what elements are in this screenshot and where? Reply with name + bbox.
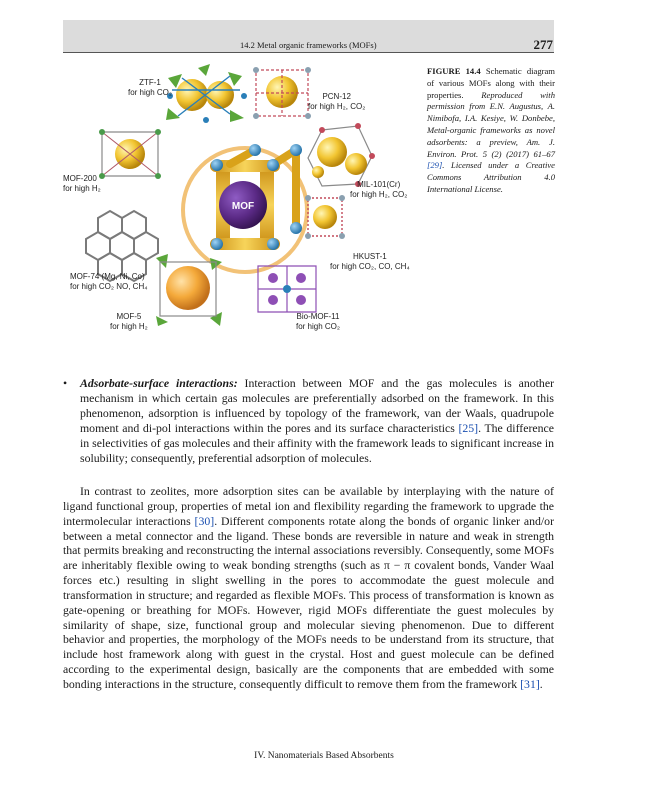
label-mil101: MIL-101(Cr) for high H₂, CO₂ xyxy=(350,180,408,199)
bullet-ref-link[interactable]: [25] xyxy=(458,420,479,435)
caption-head: FIGURE 14.4 xyxy=(427,66,481,76)
label-mof5: MOF-5 for high H₂ xyxy=(110,312,148,331)
paragraph-ref-link-30[interactable]: [30] xyxy=(194,513,215,528)
bullet-text-part2: . The difference in selectivities of gas molecules and their affinity with the framework leads to significant increase in solubility; consequently, preferential adsorption of molecules. xyxy=(80,420,554,465)
caption-ref-link[interactable]: [29] xyxy=(427,160,443,171)
label-zif1: ZTF-1 for high CO₂ xyxy=(128,78,173,97)
central-mof-ring xyxy=(183,144,307,272)
paragraph-text-part3: . xyxy=(539,676,543,691)
hkust1-structure xyxy=(305,195,345,239)
mof-center-label: MOF xyxy=(231,201,255,212)
bullet-text xyxy=(80,376,554,465)
bullet-text-part1: Interaction between MOF and the gas molecules is another mechanism in which certain gas molecules are preferentially adsorbed on the framework. In this phenomenon, adsorption is influenced by topology of the framework, van der Waals, quadrupole moment and di-pol interactions within the pores and its surface characteristics xyxy=(80,376,554,435)
label-mof200: MOF-200 for high H₂ xyxy=(63,174,101,193)
bullet-dot-icon: • xyxy=(63,376,68,390)
paragraph-text-part2: . Different components rotate along the bonds of organic linker and/or between a metal connector and the ligand. These bonds are reversible in nature and weak in strength that permits breaking and reconstructing the internal associations reversibly. Consequently, some MOFs are inheritably flexible owing to weak bonding strengths (such as π − π covalent bonds, Vander Waal forces etc.) resulting in slight swelling in the pores to accommodate the guest molecule and transformation in structure; and regarded as flexible MOFs. This process of transformation is known as gate-opening or breathing for MOFs. However, rigid MOFs differentiate the guest molecules by similarity of shape, size, functional group and molecular sieving phenomenon. Due to different behavior and properties, the morphology of the MOFs needs to be understand from its structure, that include host framework along with guest in the crystal. Host and guest molecule can be defined according to the experimental design, basically are the components that are embedded with some bonding interactions in the structure, consequently difficult to remove them from the framework xyxy=(63,513,554,691)
pcn12-structure xyxy=(253,67,311,119)
mof74-structure xyxy=(86,211,158,281)
bullet-term: Adsorbate-surface interactions: xyxy=(80,376,238,390)
paragraph-ref-link-31[interactable]: [31] xyxy=(520,676,540,691)
mof-figure xyxy=(60,60,420,365)
caption-license: . Licensed under a Creative Commons Attribution 4.0 International License. xyxy=(427,160,555,194)
label-pcn12: PCN-12 for high H₂, CO₂ xyxy=(308,92,366,111)
figure-caption xyxy=(427,66,555,196)
mof5-structure xyxy=(156,254,222,326)
body-paragraph xyxy=(63,484,554,692)
page-footer: IV. Nanomaterials Based Absorbents xyxy=(254,751,394,761)
mof200-structure xyxy=(99,129,161,179)
page-number: 277 xyxy=(533,37,553,52)
biomof11-structure xyxy=(258,266,316,312)
caption-text: Schematic diagram of various MOFs along with their properties. xyxy=(427,66,555,100)
zif1-structure xyxy=(166,64,247,123)
header-rule xyxy=(63,52,554,53)
label-mof74: MOF-74 (Mg, Ni, Co) for high CO₂ NO, CH₄ xyxy=(70,272,148,291)
label-biomof11: Bio-MOF-11 for high CO₂ xyxy=(296,312,341,331)
bullet-item xyxy=(63,376,554,465)
caption-source: Reproduced with permission from E.N. Augustus, A. Nimibofa, I.A. Kesiye, W. Donbebe, Metal-organic frameworks as novel adsorbents: a preview, Am. J. Environ. Prot. 5 (2) (2017) 61–67 xyxy=(427,89,555,159)
label-hkust1: HKUST-1 for high CO₂, CO, CH₄ xyxy=(330,252,410,271)
paragraph-text-part1: In contrast to zeolites, more adsorption sites can be available by interplaying with the nature of ligand functional group, properties of metal ion and flexibility regarding the framework to upgrade the intermolecular interactions xyxy=(63,484,554,528)
mil101-structure xyxy=(308,123,375,187)
running-head: 14.2 Metal organic frameworks (MOFs) xyxy=(240,40,377,50)
